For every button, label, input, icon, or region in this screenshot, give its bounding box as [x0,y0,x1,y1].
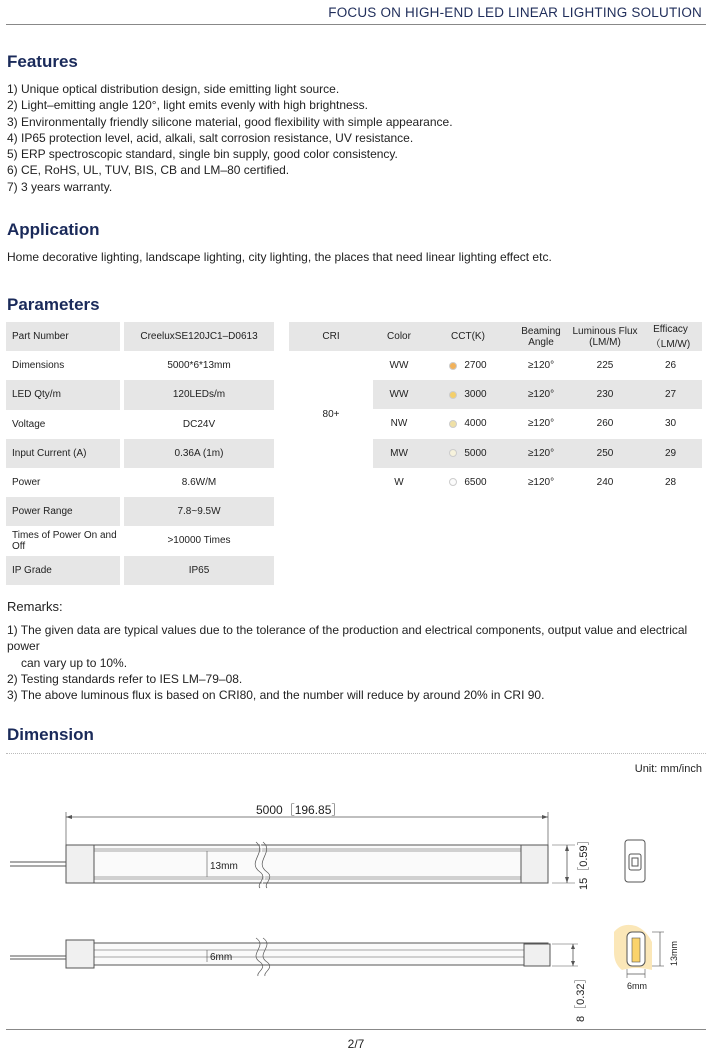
table-row [6,556,274,585]
col-eff-line1: Efficacy [653,323,688,335]
param-key: Power Range [6,497,120,526]
cell-flux: 240 [596,476,614,488]
color-swatch-icon [449,420,457,428]
param-key: Voltage [12,418,46,430]
col-angle-line2: Angle [528,336,554,348]
header-title: FOCUS ON HIGH-END LED LINEAR LIGHTING SOLUTION [328,5,702,20]
cell-color: MW [390,447,408,459]
color-swatch-icon [449,478,457,486]
param-value: 120LEDs/m [124,380,274,409]
param-value: DC24V [182,418,216,430]
remark-item: 3) The above luminous flux is based on CRI80, and the number will reduce by around 20% in CRI 90. [7,688,545,703]
feature-item: 1) Unique optical distribution design, side emitting light source. [7,82,340,96]
remarks-list [7,622,712,703]
unit-label: Unit: mm/inch [634,763,702,775]
param-key: Input Current (A) [6,439,120,468]
table-row [289,380,702,409]
feature-item: 3) Environmentally friendly silicone material, good flexibility with simple appearance. [7,114,453,129]
cell-angle: ≥120° [527,476,555,488]
remark-item: 2) Testing standards refer to IES LM–79–08. [7,671,243,686]
cell-flux: 230 [596,389,614,401]
page-number: 2/7 [347,1037,365,1051]
cell-cct [425,409,511,438]
param-value: >10000 Times [167,535,231,547]
cct-value: 2700 [464,360,487,372]
feature-item: 6) CE, RoHS, UL, TUV, BIS, CB and LM–80 certified. [7,163,290,178]
col-color: Color [387,331,411,342]
cell-flux: 260 [596,418,614,430]
color-swatch-icon [449,391,457,399]
cct-value: 3000 [464,389,487,401]
param-value: 5000*6*13mm [167,360,231,372]
col-eff-line2: （LM/W) [650,338,691,350]
col-flux [571,322,639,351]
height-dimension: 15［0.59］ [578,834,590,890]
length-dimension: 5000［196.85］ [256,803,344,817]
param-value: 0.36A (1m) [124,439,274,468]
cell-color: WW [389,360,409,372]
side-height-dimension: 8［0.32］ [575,972,587,1022]
cell-flux: 225 [596,360,614,372]
cell-cct [425,468,511,497]
application-heading: Application [7,220,100,239]
footer-rule [6,1029,706,1030]
page-header [0,0,712,26]
cell-color: NW [390,418,408,430]
table-row [6,439,274,468]
dimension-drawing [0,770,712,1025]
photometric-table [289,322,702,497]
cri-value: 80+ [322,409,340,420]
col-angle [511,322,571,351]
parameters-heading: Parameters [7,295,100,314]
param-key: Part Number [6,322,120,351]
table-row [6,322,274,351]
features-heading: Features [7,52,78,71]
color-swatch-icon [449,449,457,457]
col-angle-line1: Beaming [521,325,561,337]
cct-value: 5000 [464,447,487,459]
cct-value: 6500 [464,476,487,488]
feature-item: 4) IP65 protection level, acid, alkali, salt corrosion resistance, UV resistance. [7,130,414,145]
col-flux-line2: (LM/M) [589,336,621,348]
dimension-heading: Dimension [7,725,94,744]
table-row [6,526,274,555]
remarks-heading: Remarks: [7,599,63,614]
cell-color: WW [389,389,409,401]
dimension-divider [6,753,706,754]
table-row [6,410,274,439]
col-flux-line1: Luminous Flux [572,325,638,337]
cell-efficacy: 30 [664,418,677,430]
param-value: 7.8~9.5W [124,497,274,526]
param-value: 8.6W/M [181,477,217,489]
feature-item: 2) Light–emitting angle 120°, light emits evenly with high brightness. [7,98,369,113]
param-value: CreeluxSE120JC1–D0613 [124,322,274,351]
param-key: LED Qty/m [6,380,120,409]
table-row [6,468,274,497]
remark-item-continued: can vary up to 10%. [21,655,128,670]
col-cri: CRI [322,331,340,342]
cell-efficacy: 27 [664,389,677,401]
param-key: IP Grade [6,556,120,585]
feature-item: 5) ERP spectroscopic standard, single bin supply, good color consistency. [7,147,398,162]
table-row [6,351,274,380]
profile-width: 6mm [627,981,647,991]
cell-cct [425,439,511,468]
table-row [289,439,702,468]
features-list [7,81,453,195]
parameters-table [6,322,274,585]
param-key: Dimensions [12,360,65,372]
cell-efficacy: 28 [664,476,677,488]
cell-efficacy: 29 [664,447,677,459]
application-text: Home decorative lighting, landscape lighting, city lighting, the places that need linear lighting effect etc. [7,250,552,264]
param-key: Times of Power On and Off [12,529,117,552]
feature-item: 7) 3 years warranty. [7,179,113,194]
cell-efficacy: 26 [664,360,677,372]
color-swatch-icon [449,362,457,370]
table-row [6,380,274,409]
cell-angle: ≥120° [527,360,555,372]
width-dimension: 13mm [210,861,238,872]
profile-height: 13mm [669,940,679,966]
cell-flux: 250 [596,447,614,459]
table-row [289,468,702,497]
param-key: Power [12,477,41,489]
table-header [289,322,702,351]
remark-item: 1) The given data are typical values due to the tolerance of the production and electrical components, output value and electrical power [7,623,688,654]
cell-cct [425,351,511,380]
table-row [289,351,702,380]
cell-angle: ≥120° [527,389,555,401]
col-cct: CCT(K) [451,331,485,342]
param-value: IP65 [124,556,274,585]
side-width-dimension: 6mm [210,952,233,963]
header-rule [6,24,706,25]
cct-value: 4000 [464,418,487,430]
cell-angle: ≥120° [527,447,555,459]
table-row [6,497,274,526]
cell-cct [425,380,511,409]
cell-color: W [394,476,404,488]
col-efficacy [639,322,702,351]
cell-angle: ≥120° [527,418,555,430]
